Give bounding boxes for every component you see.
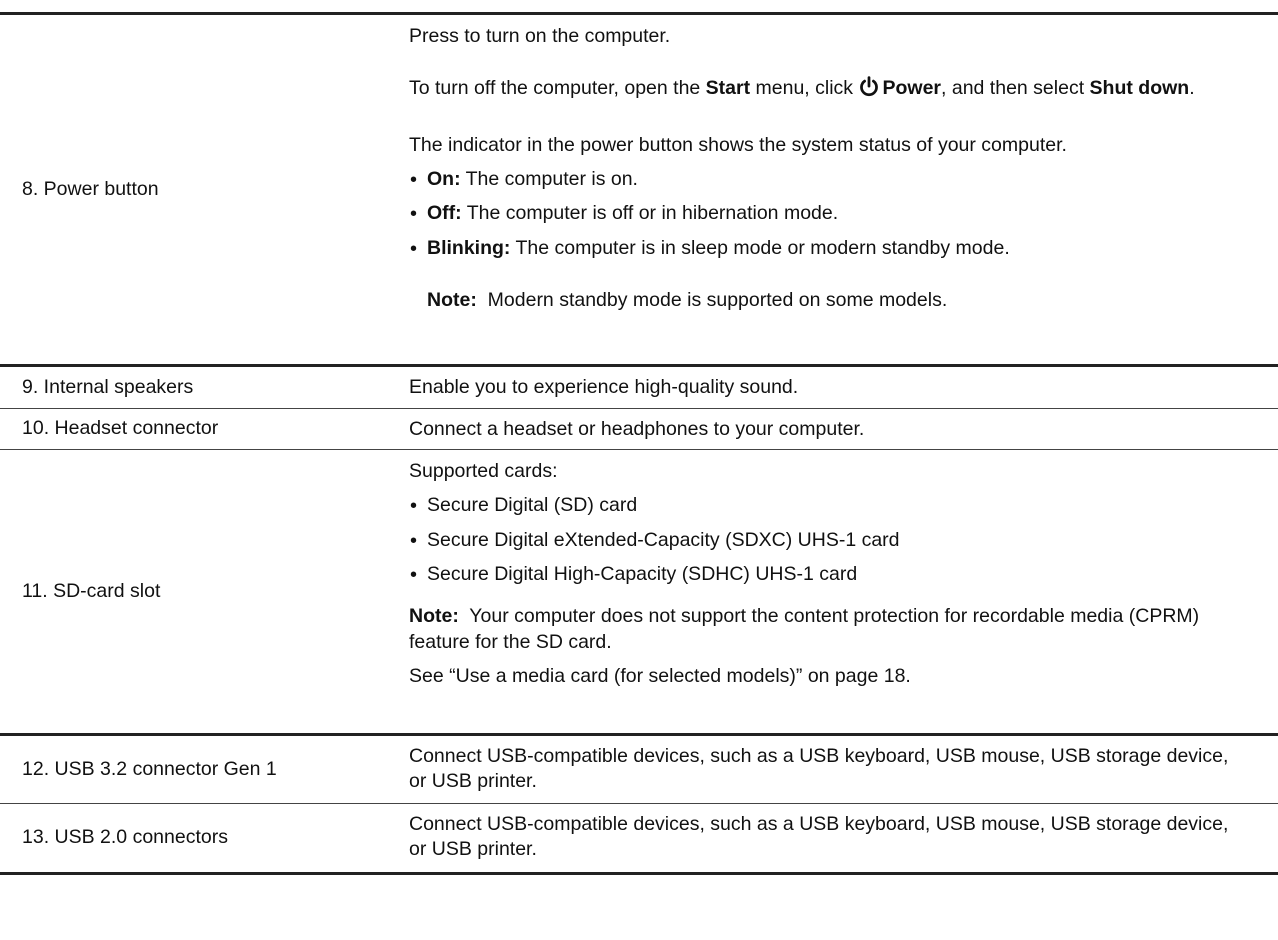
supported-cards-list xyxy=(409,493,1239,587)
indicator-status-list xyxy=(409,167,1239,261)
indicator-text: The indicator in the power button shows the system status of your computer. xyxy=(409,133,1067,156)
list-item: • On: The computer is on. xyxy=(409,167,1239,192)
table-row-headset-connector xyxy=(0,408,1278,449)
list-item: • Blinking: The computer is in sleep mode or modern standby mode. xyxy=(409,236,1239,261)
power-on-text: Press to turn on the computer. xyxy=(409,25,671,47)
row-desc-power-button xyxy=(409,15,1239,313)
row-desc-usb-2-0-connectors: Connect USB-compatible devices, such as a USB keyboard, USB mouse, USB storage device, or USB printer. xyxy=(409,813,1229,861)
start-menu-term: Start xyxy=(705,77,751,100)
table-row-sd-card-slot xyxy=(0,449,1278,733)
component-table xyxy=(0,12,1278,875)
row-label-usb-2-0-connectors: 13. USB 2.0 connectors xyxy=(22,826,228,849)
row-label-sd-card-slot: 11. SD-card slot xyxy=(22,579,161,602)
table-row-internal-speakers xyxy=(0,364,1278,408)
table-row-usb-3-2-connector xyxy=(0,733,1278,803)
row-label-internal-speakers: 9. Internal speakers xyxy=(22,375,194,398)
row-label-power-button: 8. Power button xyxy=(22,177,159,200)
row-desc-sd-card-slot xyxy=(409,450,1239,689)
row-desc-internal-speakers: Enable you to experience high-quality sound. xyxy=(409,376,799,398)
table-row-power-button xyxy=(0,12,1278,364)
list-item: • Secure Digital High-Capacity (SDHC) UHS-1 card xyxy=(409,562,1239,587)
power-term: Power xyxy=(882,77,942,100)
table-row-usb-2-0-connectors xyxy=(0,803,1278,875)
power-icon xyxy=(858,76,880,105)
row-label-usb-3-2-connector: 12. USB 3.2 connector Gen 1 xyxy=(22,757,277,780)
list-item: • Secure Digital (SD) card xyxy=(409,493,1239,518)
list-item: • Secure Digital eXtended-Capacity (SDXC) UHS-1 card xyxy=(409,528,1239,553)
cprm-note: Note: Your computer does not support the content protection for recordable media (CPRM) feature for the SD card. xyxy=(409,605,1205,653)
row-desc-headset-connector: Connect a headset or headphones to your computer. xyxy=(409,418,865,440)
standby-note: Note: Modern standby mode is supported on some models. xyxy=(427,289,948,312)
supported-cards-intro: Supported cards: xyxy=(409,460,558,482)
power-off-instructions: To turn off the computer, open the Start menu, click Power, and then select Shut down. xyxy=(409,76,1239,105)
shut-down-term: Shut down xyxy=(1089,77,1190,100)
list-item: • Off: The computer is off or in hibernation mode. xyxy=(409,201,1239,226)
row-label-headset-connector: 10. Headset connector xyxy=(22,417,219,440)
media-card-reference: See “Use a media card (for selected models)” on page 18. xyxy=(409,665,911,688)
row-desc-usb-3-2-connector: Connect USB-compatible devices, such as a USB keyboard, USB mouse, USB storage device, or USB printer. xyxy=(409,745,1229,793)
